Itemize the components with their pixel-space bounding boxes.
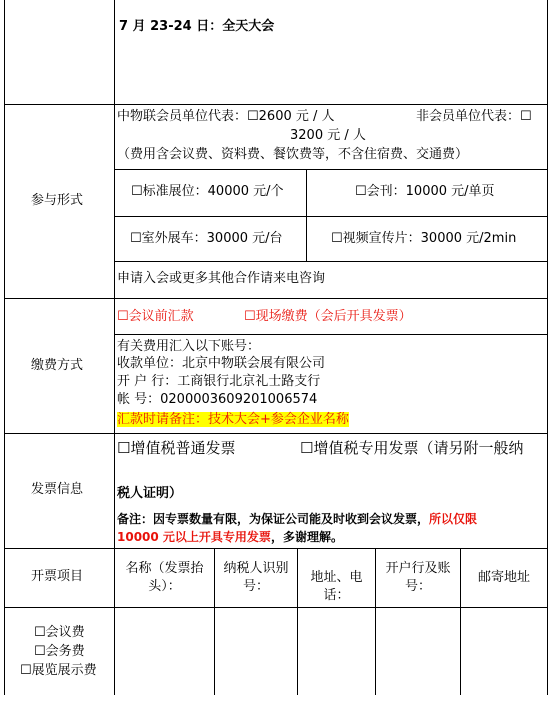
item-exhibition-fee[interactable]: ☐展览展示费 <box>20 663 97 678</box>
invoice-note-part2: ，多谢理解。 <box>270 530 343 544</box>
row-line <box>4 298 548 299</box>
header-mail-line1: 邮寄地址 <box>477 570 530 585</box>
header-bank-line1: 开户行及账 <box>385 561 451 576</box>
payment-label: 缴费方式 <box>31 358 84 373</box>
header-mail <box>461 569 547 587</box>
booth-option[interactable]: ☐标准展位：40000 元/个 <box>131 184 284 199</box>
more-cooperation-note: 申请入会或更多其他合作请来电咨询 <box>117 271 326 286</box>
video-option[interactable]: ☐视频宣传片：30000 元/2min <box>331 231 517 246</box>
schedule-date: 7 月 23-24 日：全天大会 <box>119 19 275 34</box>
row-line <box>4 104 548 105</box>
invoice-note-red1: 所以仅限 <box>429 512 478 526</box>
header-tax-id-line1: 纳税人识别 <box>223 561 289 576</box>
onsite-payment-option[interactable]: ☐现场缴费（会后开具发票） <box>244 309 412 324</box>
outdoor-car-option[interactable]: ☐室外展车：30000 元/台 <box>130 231 283 246</box>
remittance-remark: 汇款时请备注：技术大会+参会企业名称 <box>117 412 349 427</box>
header-bank <box>376 560 460 596</box>
item-service-fee[interactable]: ☐会务费 <box>34 644 85 659</box>
invoice-label: 发票信息 <box>31 482 84 497</box>
invoice-note <box>117 510 547 546</box>
vat-special-option[interactable]: ☐增值税专用发票（请另附一般纳 <box>300 439 524 457</box>
row-line <box>114 216 548 217</box>
vat-general-option[interactable]: ☐增值税普通发票 <box>117 439 236 457</box>
nonmember-rep-option[interactable]: 非会员单位代表：☐ <box>416 109 532 124</box>
header-name-line1: 名称（发票抬 <box>125 561 204 576</box>
journal-option[interactable]: ☐会刊：10000 元/单页 <box>355 184 495 199</box>
bank-name: 开 户 行：工商银行北京礼士路支行 <box>117 374 321 389</box>
header-address-line1: 地址、电话： <box>310 570 363 603</box>
row-line <box>4 433 548 434</box>
invoice-note-red2: 10000 元以上开具专用发票 <box>117 530 271 544</box>
invoice-note-part1: 备注：因专票数量有限，为保证公司能及时收到会议发票， <box>117 512 430 526</box>
row-line <box>114 261 548 262</box>
invoice-items-label: 开票项目 <box>31 569 84 584</box>
header-name <box>115 560 214 596</box>
row-line <box>114 169 548 170</box>
header-bank-line2: 号： <box>404 579 431 594</box>
payment-intro: 有关费用汇入以下账号： <box>117 339 261 354</box>
account-number: 帐 号：0200003609201006574 <box>117 392 318 407</box>
remit-before-option[interactable]: ☐会议前汇款 <box>117 309 194 324</box>
payee: 收款单位：北京中物联会展有限公司 <box>117 356 326 371</box>
member-rep-option[interactable]: 中物联会员单位代表：☐2600 元 / 人 <box>117 109 335 124</box>
header-tax-id <box>215 560 297 596</box>
row-line <box>114 334 548 335</box>
header-name-line2: 头）： <box>148 579 181 594</box>
row-line <box>4 607 548 608</box>
nonmember-price: 3200 元 / 人 <box>290 128 366 143</box>
header-tax-id-line2: 号： <box>242 579 269 594</box>
row-line <box>4 548 548 549</box>
header-address <box>298 569 375 605</box>
participation-label: 参与形式 <box>31 193 84 208</box>
fee-note: （费用含会议费、资料费、餐饮费等，不含住宿费、交通费） <box>117 147 469 162</box>
item-meeting-fee[interactable]: ☐会议费 <box>34 625 85 640</box>
column-line <box>306 169 307 261</box>
vat-special-cont: 税人证明） <box>117 486 183 501</box>
